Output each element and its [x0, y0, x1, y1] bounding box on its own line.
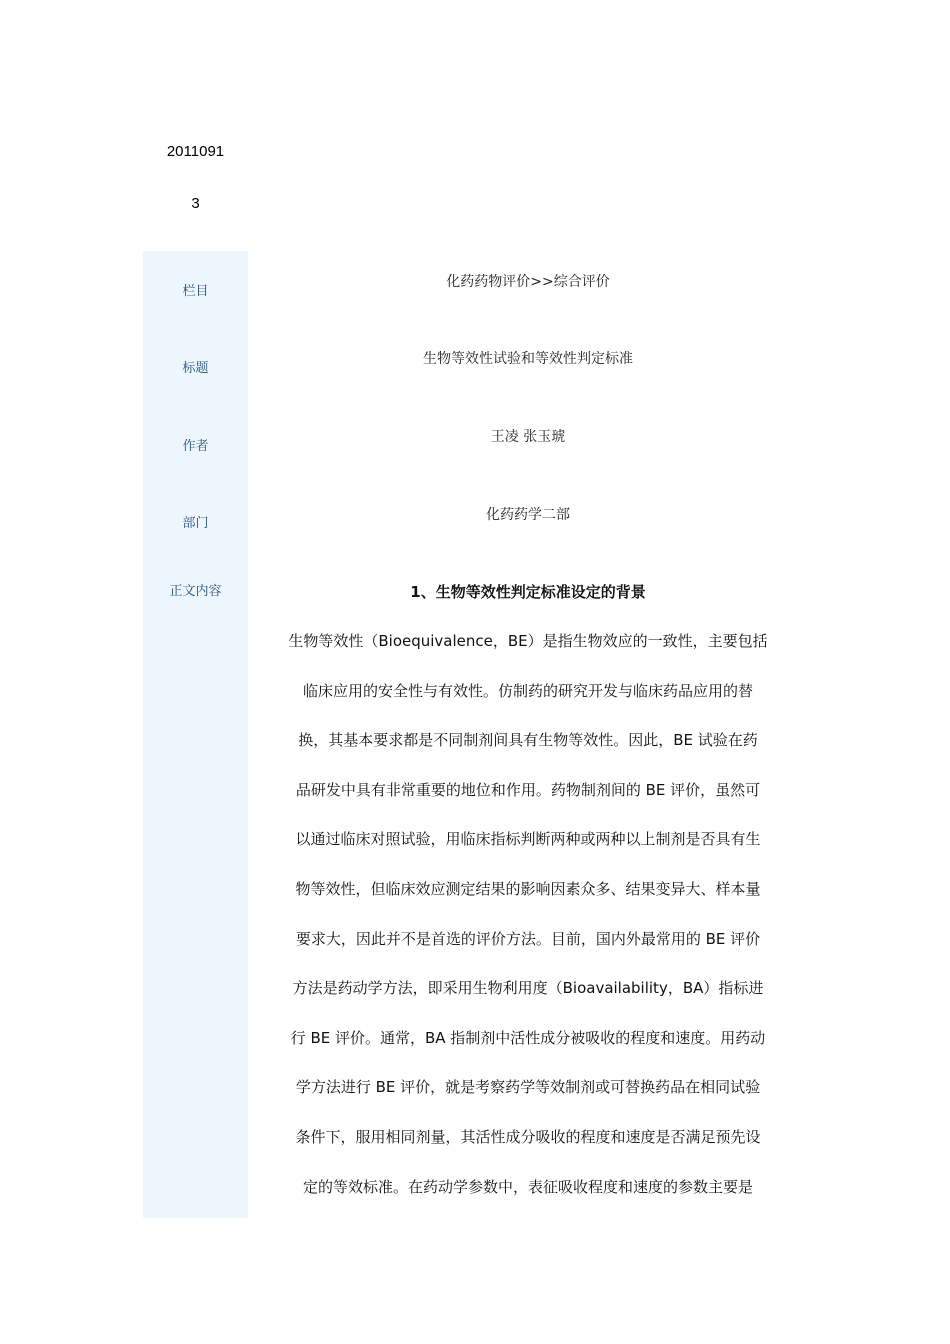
body-line: 要求大，因此并不是首选的评价方法。目前，国内外最常用的 BE 评价: [295, 929, 761, 948]
author-value: 王凌 张玉琥: [490, 429, 566, 445]
body-line: 临床应用的安全性与有效性。仿制药的研究开发与临床药品应用的替: [302, 681, 753, 700]
body-line: 学方法进行 BE 评价，就是考察药学等效制剂或可替换药品在相同试验: [295, 1078, 761, 1097]
author-label: 作者: [182, 439, 209, 454]
body-line: 方法是药动学方法，即采用生物利用度（Bioavailability，BA）指标进: [292, 979, 764, 998]
body-line: 物等效性，但临床效应测定结果的影响因素众多、结果变异大、样本量: [295, 879, 761, 898]
date-line-1: 2011091: [166, 143, 225, 160]
content-label: 正文内容: [169, 584, 222, 599]
body-line: 定的等效标准。在药动学参数中，表征吸收程度和速度的参数主要是: [302, 1177, 753, 1196]
title-label: 标题: [182, 361, 209, 376]
document-date: [143, 142, 248, 214]
date-line-2: 3: [191, 195, 200, 212]
column-value: 化药药物评价>>综合评价: [446, 274, 610, 290]
department-value: 化药药学二部: [486, 507, 570, 523]
body-line: 条件下，服用相同剂量，其活性成分吸收的程度和速度是否满足预先设: [295, 1127, 761, 1146]
body-line: 生物等效性（Bioequivalence，BE）是指生物效应的一致性，主要包括: [288, 632, 768, 650]
body-paragraph: [266, 627, 790, 1222]
title-value: 生物等效性试验和等效性判定标准: [423, 351, 633, 367]
section-heading: 1、生物等效性判定标准设定的背景: [410, 583, 646, 601]
body-line: 以通过临床对照试验，用临床指标判断两种或两种以上制剂是否具有生: [295, 830, 761, 849]
body-line: 行 BE 评价。通常，BA 指制剂中活性成分被吸收的程度和速度。用药动: [290, 1028, 766, 1047]
field-label-column: [143, 251, 248, 1218]
body-line: 品研发中具有非常重要的地位和作用。药物制剂间的 BE 评价，虽然可: [295, 780, 761, 799]
body-line: 换，其基本要求都是不同制剂间具有生物等效性。因此，BE 试验在药: [298, 731, 758, 750]
department-label: 部门: [182, 516, 209, 531]
column-label: 栏目: [182, 284, 209, 299]
